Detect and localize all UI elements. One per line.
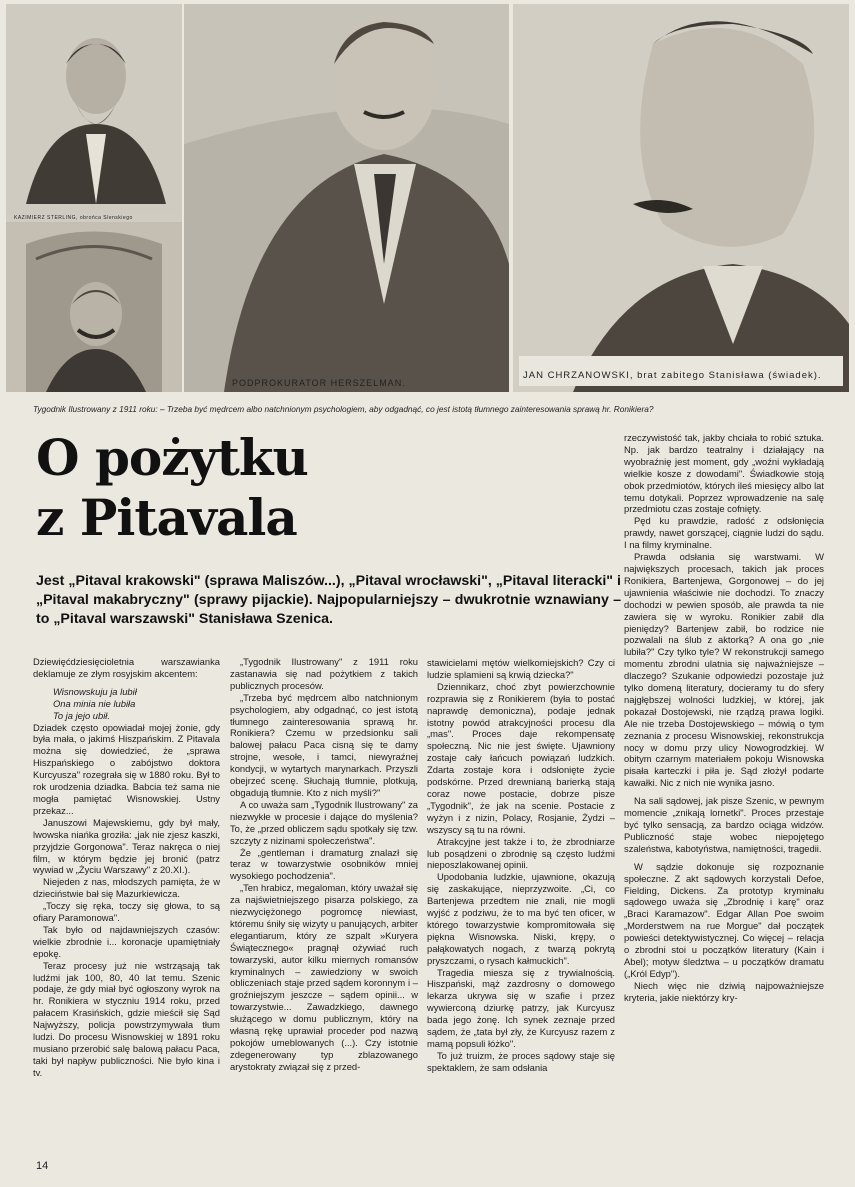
article-column-3	[427, 657, 615, 1074]
portraits-left-photo	[6, 4, 182, 392]
sterling-portrait-illustration	[6, 4, 182, 392]
paragraph: Że „gentleman i dramaturg znalazł się teraz w towarzystwie osobników mniej wysokiego pochodzenia".	[230, 846, 418, 882]
paragraph: Pęd ku prawdzie, radość z odsłonięcia prawdy, nawet gorszącej, ciągnie ludzi do sądu. I na filmy kryminalne.	[624, 515, 824, 551]
verse-line: To ja jejo ubił.	[53, 709, 110, 721]
paragraph: rzeczywistość tak, jakby chciała to robić sztuka. Np. jak bardzo teatralny i działający na wyobraźnię jest moment, gdy „woźni wykładają wielkie kosze z dowodami". Świadkowie stoją obok przedmiotów, których ileś miesięcy albo lat temu dotykali. Poprzez wprowadzenie na salę przedmiotu czas zostaje cofnięty.	[624, 432, 824, 515]
herszelman-caption: PODPROKURATOR HERSZELMAN.	[232, 378, 406, 388]
article-lead: Jest „Pitaval krakowski" (sprawa Maliszów...), „Pitaval wrocławski", „Pitaval literacki" i „Pitaval makabryczny" (sprawy pijackie). Najpopularniejszy – dwukrotnie wznawiany – to „Pitaval warszawski" Stanisława Szenica.	[36, 573, 621, 627]
paragraph: Niejeden z nas, młodszych pamięta, że w dzieciństwie bał się Mazurkiewicza.	[33, 876, 220, 900]
paragraph: Niech więc nie dziwią najpoważniejsze kryteria, jakie niektórzy kry-	[624, 979, 824, 1003]
headline-line-2: z Pitavala	[36, 488, 297, 547]
article-column-1	[33, 656, 220, 1079]
verse-line: Wisnowskuju ja lubił	[53, 685, 137, 697]
paragraph: Atrakcyjne jest także i to, że zbrodniarze lub posądzeni o zbrodnię są często ludźmi nieposzlakowanej opinii.	[427, 835, 615, 871]
paragraph: Dziadek często opowiadał mojej żonie, gdy była mała, o jakimś Hiszpańskim. Z Pitavala można się dowiedzieć, że „sprawa Hiszpańskiego o zabójstwo doktora Kurcyusza" rozegrała się w 1880 roku. Był to rok urodzenia dziadka. Babcia też sama nie mogła pamiętać Wisnowskiej. Ustny przekaz...	[33, 721, 220, 816]
article-column-4	[624, 432, 824, 1004]
paragraph: A co uważa sam „Tygodnik Ilustrowany" za niezwykłe w procesie i dające do myślenia? To, że „przed obliczem sądu spotkały się tzw. szczyty z nizinami społeczeństwa".	[230, 798, 418, 846]
herszelman-photo	[184, 4, 509, 392]
photo-caption: Tygodnik Ilustrowany z 1911 roku: – Trzeba być mędrcem albo natchnionym psychologiem, aby odgadnąć, co jest istotą tłumnego zainteresowania sprawą hr. Ronikiera?	[33, 404, 654, 414]
herszelman-portrait-illustration	[184, 4, 509, 392]
headline-line-1: O pożytku	[36, 428, 308, 487]
paragraph: Teraz procesy już nie wstrząsają tak ludźmi jak 100, 80, 40 lat temu. Szenic podaje, że gdy miał być ogłoszony wyrok na hr. Ronikiera w styczniu 1914 roku, przed pałacem Krasińskich, gdzie mieścił się Sąd Najwyższy, policja powstrzymywała tłum ludzi. Do procesu Wisnowskiej w 1891 roku musiano przerobić salę balową pałacu Paca, taki był napływ publiczności. Nie było kina i tv.	[33, 959, 220, 1078]
paragraph: Na sali sądowej, jak pisze Szenic, w pewnym momencie „znikają lornetki". Proces przestaje być tylko sensacją, za bardzo ociąga widzów. Publiczność staje wobec niepojętego szaleństwa, kabotyństwa, namiętności, tragedii.	[624, 795, 824, 854]
paragraph: Tragedia miesza się z trywialnością. Hiszpański, mąż zazdrosny o domowego lekarza ukrywa się w szafie i przez wywierconą dziurkę patrzy, jak Kurcyusz bada jego żonę. Ich synek zeznaje przed sądem, że „tata był zły, że Kurcyusz razem z mamą popsuli łóżko".	[427, 966, 615, 1049]
chrzanowski-caption: JAN CHRZANOWSKI, brat zabitego Stanisława (świadek).	[523, 370, 822, 381]
paragraph: Prawda odsłania się warstwami. W największych procesach, takich jak proces Ronikiera, Bartenjewa, Gorgonowej – do jej ujawnienia właściwie nie dochodzi. To znaczy dochodzi w pewien sposób, ale prawda ta nie zawiera się w wyroku. Ronikier zabił dla pieniędzy? Bartenjew zabił, bo rodzice nie pozwalali na ślub z aktorką? A ona go „nie lubiła?" Czy tylko tyle? W rekonstrukcji samego momentu zbrodni ulatnia się najważniejsze – dlaczego? Szukanie odpowiedzi pozostaje już tylko domeną literatury, docieramy tu do sfery najgłębszej wolności ludzkiej, w której, jak pokazał Dostojewski, nie rządzą prawa logiki. Ale nie trzeba Dostojewskiego – mówią o tym zeznania z procesu Wisnowskiej, rekonstrukcja nocy w domu przy ulicy Nowogrodzkiej. W obitym czarnym materiałem pokoju Wisnowska pisała karteczki i piła je. Sąd złożył podarte kawałki. Nic z nich nie wynika jasno.	[624, 551, 824, 789]
article-headline	[36, 428, 406, 548]
chrzanowski-photo	[513, 4, 849, 392]
paragraph: Dziewięćdziesięcioletnia warszawianka deklamuje ze złym rosyjskim akcentem:	[33, 656, 220, 679]
paragraph: W sądzie dokonuje się rozpoznanie społeczne. Z akt sądowych korzystali Defoe, Fielding, Dickens. Za prototyp kryminału sądowego uważa się „Zbrodnię i karę" oraz „Braci Karamazow". Edgar Allan Poe swoim „Morderstwem na rue Morgue" dał początek powieści detektywistycznej. Co więcej – relacja o zbrodni stoi u początków literatury (Kain i Abel); motyw śledztwa – u początków dramatu („Król Edyp").	[624, 860, 824, 979]
paragraph: Tak było od najdawniejszych czasów: wielkie zbrodnie i... koronacje upamiętniały epokę.	[33, 923, 220, 959]
paragraph: Upodobania ludzkie, ujawnione, okazują się zaskakujące, nieprzyzwoite. „Ci, co Bartenjewa przedtem nie znali, nie mogli wyjść z podziwu, że to ma być ten oficer, w którego towarzystwie kompromitowała się piękna Wisnowska. Niski, krępy, o pałąkowatych nogach, z twarzą pokrytą pryszczami, o rysach kałmuckich".	[427, 871, 615, 966]
paragraph: stawicielami mętów wielkomiejskich? Czy ci ludzie splamieni są krwią dziecka?"	[427, 657, 615, 680]
paragraph: „Ten hrabicz, megaloman, który uważał się za najświetniejszego pisarza polskiego, za niezwyciężonego pogromcę niewiast, któremu śniły się wizyty u panujących, arbiter elegantiarum, który ze szpalt »Kuryera Świątecznego« pragnął ożywiać ruch towarzyski, autor kilku miernych romansów kryminalnych – zawiedziony w swoich obliczeniach staje przed sądem koronnym i – groźniejszym jeszcze – sądem opinii... w towarzystwie... Zawadzkiego, dawnego służącego w domu publicznym, który na własną rękę uprawiał proceder pod nazwą pokojów umeblowanych (...). Czy istotnie zdegenerowany typ zblazowanego arystokraty związał się z przed-	[230, 882, 418, 1072]
paragraph: „Toczy się ręka, toczy się głowa, to są ofiary Paramonowa".	[33, 900, 220, 924]
paragraph: „Trzeba być mędrcem albo natchnionym psychologiem, aby odgadnąć, co jest istotą tłumnego zainteresowania sprawą hr. Ronikiera? Czemu w przedsionku sali balowej pałacu Paca cisną się te damy strojne, wesołe, i tamci, niewyraźnej kondycji, w wytartych marynarkach. Przyszli obejrzeć scenę. Słuchają tłumnie, plotkują, obgadują tłumnie. Kto z nich myśli?"	[230, 691, 418, 798]
chrzanowski-portrait-illustration	[513, 4, 849, 392]
article-column-2	[230, 656, 418, 1073]
verse-line: Ona minia nie lubiła	[53, 697, 136, 709]
sterling-caption: KAZIMIERZ STERLING, obrońca Slenskiego	[14, 215, 133, 221]
paragraph: „Tygodnik Ilustrowany" z 1911 roku zastanawia się nad pożytkiem z takich publicznych procesów.	[230, 656, 418, 691]
paragraph: To już truizm, że proces sądowy staje się spektaklem, że sam odsłania	[427, 1049, 615, 1073]
paragraph: Dziennikarz, choć zbyt powierzchownie rozprawia się z Ronikierem (była to postać naprawdę demoniczna), podaje jednak istotny powód atrakcyjności procesu dla „mas". Proces daje rekompensatę społeczną. Nic nie jest święte. Ujawniony zostaje cały łańcuch powiązań ludzkich. Zdarta zostaje kora i odsłonięte życie podskórne. Przed drewnianą barierką stają coraz nowe postacie, dobrze pisze „Tygodnik", że jak na scenie. Postacie z wyżyn i z nizin, Polacy, Rosjanie, Żydzi – wszyscy są tu na równi.	[427, 680, 615, 835]
paragraph: Januszowi Majewskiemu, gdy był mały, lwowska niańka groziła: „jak nie zjesz kaszki, przyjdzie Gorgonowa". Teraz nakręca o niej film, w którym będzie jej bronić (patrz wywiad w „Życiu Warszawy" z 20.XI.).	[33, 816, 220, 876]
page-number: 14	[36, 1160, 49, 1172]
